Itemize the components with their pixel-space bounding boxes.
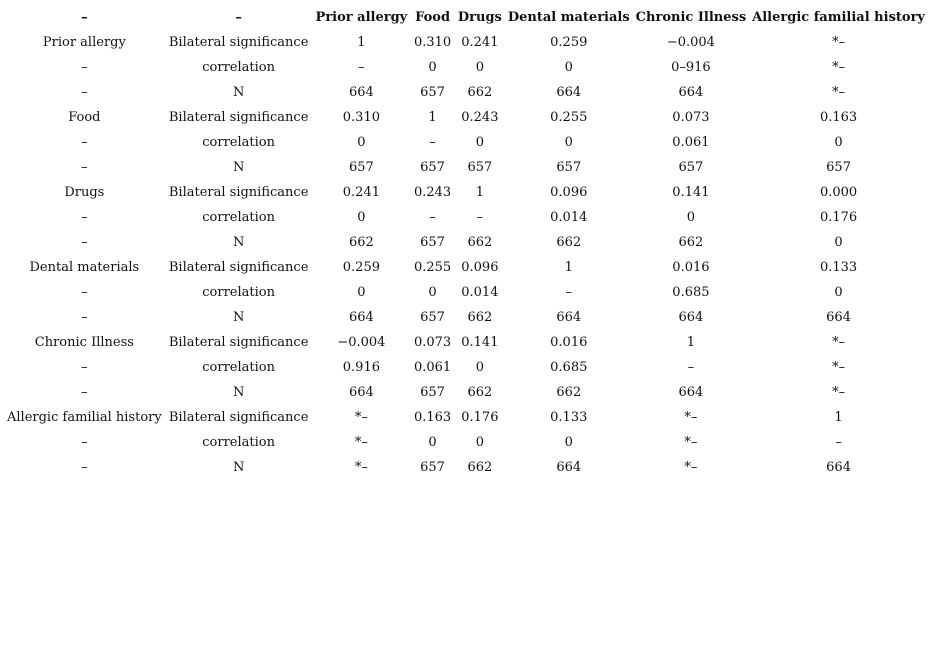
- row-statistic-cell: Bilateral significance: [168, 110, 309, 125]
- table-cell: 0: [834, 135, 843, 150]
- table-cell: 0.310: [342, 110, 380, 125]
- table-cell: 0.176: [461, 410, 499, 425]
- table-cell: 0.255: [413, 260, 452, 275]
- table-cell: 664: [348, 385, 374, 400]
- row-statistic-cell: correlation: [202, 60, 275, 75]
- header-row: [4, 5, 928, 30]
- table-cell: 0.255: [550, 110, 588, 125]
- row-variable-cell: –: [81, 235, 88, 250]
- row-variable-cell: –: [81, 310, 88, 325]
- table-row: [4, 405, 928, 430]
- table-cell: 0.133: [550, 410, 588, 425]
- row-statistic-cell: Bilateral significance: [168, 410, 309, 425]
- table-cell: 0: [475, 435, 484, 450]
- table-cell: 0–916: [671, 60, 711, 75]
- column-header: Prior allergy: [315, 10, 408, 25]
- table-cell: 0.000: [819, 185, 858, 200]
- row-statistic-cell: correlation: [202, 360, 275, 375]
- table-cell: *–: [832, 60, 846, 75]
- row-statistic-cell: Bilateral significance: [168, 260, 309, 275]
- table-cell: –: [476, 210, 484, 225]
- table-cell: 0: [564, 60, 573, 75]
- column-header: Food: [415, 10, 451, 25]
- table-row: [4, 430, 928, 455]
- table-cell: 662: [556, 385, 582, 400]
- column-header: Dental materials: [507, 10, 630, 25]
- table-row: [4, 55, 928, 80]
- column-header: Drugs: [457, 10, 502, 25]
- table-cell: 0: [834, 285, 843, 300]
- table-cell: 0.061: [672, 135, 710, 150]
- row-variable-cell: Chronic Illness: [34, 335, 134, 350]
- table-cell: 664: [348, 310, 374, 325]
- table-cell: 664: [556, 460, 582, 475]
- table-cell: 0.259: [550, 35, 588, 50]
- table-cell: 0.073: [413, 335, 452, 350]
- table-cell: 0.685: [550, 360, 588, 375]
- table-cell: 0.241: [461, 35, 499, 50]
- row-variable-cell: –: [81, 435, 88, 450]
- row-variable-cell: –: [81, 360, 88, 375]
- row-statistic-cell: Bilateral significance: [168, 35, 309, 50]
- table-cell: 662: [467, 85, 493, 100]
- table-row: [4, 230, 928, 255]
- table-cell: 0: [475, 360, 484, 375]
- table-cell: 664: [678, 385, 704, 400]
- row-variable-cell: Dental materials: [29, 260, 140, 275]
- table-row: [4, 155, 928, 180]
- row-statistic-cell: N: [232, 235, 245, 250]
- table-cell: 657: [678, 160, 704, 175]
- table-cell: –: [429, 135, 436, 150]
- column-header: Allergic familial history: [752, 10, 925, 25]
- row-variable-cell: –: [81, 385, 88, 400]
- table-cell: 0.243: [413, 185, 452, 200]
- table-cell: 662: [467, 460, 493, 475]
- table-cell: 662: [556, 235, 582, 250]
- column-header: –: [81, 10, 88, 25]
- table-cell: 657: [420, 385, 445, 400]
- table-row: [4, 305, 928, 330]
- table-row: [4, 255, 928, 280]
- row-statistic-cell: Bilateral significance: [168, 335, 309, 350]
- row-statistic-cell: N: [232, 85, 245, 100]
- row-variable-cell: Drugs: [64, 185, 105, 200]
- row-variable-cell: Prior allergy: [42, 35, 126, 50]
- column-header: –: [235, 10, 242, 25]
- table-cell: 1: [428, 110, 437, 125]
- row-variable-cell: –: [81, 460, 88, 475]
- table-cell: 0.241: [342, 185, 380, 200]
- table-body: [4, 30, 928, 480]
- table-cell: 664: [678, 85, 704, 100]
- table-cell: *–: [684, 460, 698, 475]
- row-variable-cell: –: [81, 160, 88, 175]
- table-cell: 0: [686, 210, 696, 225]
- table-cell: 0.014: [461, 285, 499, 300]
- table-row: [4, 355, 928, 380]
- table-cell: *–: [684, 410, 698, 425]
- table-cell: –: [687, 360, 695, 375]
- table-cell: 0.141: [672, 185, 710, 200]
- table-cell: 0: [428, 60, 437, 75]
- table-cell: 1: [475, 185, 484, 200]
- table-cell: 0: [428, 285, 437, 300]
- table-cell: 657: [420, 235, 445, 250]
- row-variable-cell: –: [81, 210, 88, 225]
- table-cell: *–: [832, 335, 846, 350]
- row-variable-cell: –: [81, 60, 88, 75]
- table-row: [4, 130, 928, 155]
- table-cell: 0.016: [672, 260, 710, 275]
- table-cell: 0.096: [550, 185, 588, 200]
- table-cell: *–: [832, 85, 846, 100]
- row-statistic-cell: Bilateral significance: [168, 185, 309, 200]
- table-cell: 1: [564, 260, 573, 275]
- table-cell: 657: [467, 160, 493, 175]
- table-cell: 0.141: [461, 335, 499, 350]
- table-cell: 0.259: [342, 260, 380, 275]
- table-cell: 657: [348, 160, 374, 175]
- table-row: [4, 280, 928, 305]
- table-row: [4, 30, 928, 55]
- table-cell: 662: [467, 310, 493, 325]
- table-cell: 662: [678, 235, 704, 250]
- table-cell: *–: [832, 35, 846, 50]
- row-statistic-cell: correlation: [202, 285, 275, 300]
- row-statistic-cell: N: [232, 310, 245, 325]
- table-cell: 664: [826, 310, 851, 325]
- table-cell: 0: [428, 435, 437, 450]
- table-cell: 657: [556, 160, 582, 175]
- table-cell: 0.176: [819, 210, 858, 225]
- table-cell: –: [835, 435, 842, 450]
- table-cell: 0.133: [819, 260, 858, 275]
- row-variable-cell: –: [81, 285, 88, 300]
- table-cell: –: [565, 285, 573, 300]
- table-row: [4, 455, 928, 480]
- row-statistic-cell: N: [232, 385, 245, 400]
- table-cell: 0: [475, 135, 484, 150]
- row-statistic-cell: correlation: [202, 135, 275, 150]
- table-row: [4, 80, 928, 105]
- table-cell: 0.163: [413, 410, 452, 425]
- table-cell: 664: [678, 310, 704, 325]
- table-cell: *–: [354, 460, 368, 475]
- table-cell: 0.096: [461, 260, 499, 275]
- table-cell: 1: [686, 335, 696, 350]
- table-cell: 664: [556, 85, 582, 100]
- table-cell: 657: [826, 160, 851, 175]
- table-cell: 0: [564, 135, 573, 150]
- table-cell: –: [358, 60, 365, 75]
- table-cell: 0: [357, 135, 366, 150]
- table-cell: *–: [832, 385, 846, 400]
- table-cell: *–: [684, 435, 698, 450]
- table-cell: 0: [564, 435, 573, 450]
- column-header: Chronic Illness: [635, 10, 747, 25]
- table-cell: 0.163: [819, 110, 858, 125]
- table-cell: 0.061: [413, 360, 452, 375]
- table-cell: *–: [354, 435, 368, 450]
- table-row: [4, 380, 928, 405]
- correlation-table: [4, 5, 928, 480]
- row-variable-cell: Food: [68, 110, 101, 125]
- table-cell: −0.004: [666, 35, 715, 50]
- row-variable-cell: –: [81, 85, 88, 100]
- table-cell: 0.916: [342, 360, 380, 375]
- table-cell: 0: [357, 210, 366, 225]
- row-statistic-cell: N: [232, 160, 245, 175]
- table-cell: 662: [467, 385, 493, 400]
- table-cell: 0: [475, 60, 484, 75]
- table-cell: 657: [420, 160, 445, 175]
- table-cell: 0.310: [413, 35, 452, 50]
- table-cell: 0.073: [672, 110, 710, 125]
- table-cell: 0.685: [672, 285, 710, 300]
- table-row: [4, 105, 928, 130]
- table-cell: 664: [826, 460, 851, 475]
- table-row: [4, 180, 928, 205]
- table-cell: −0.004: [337, 335, 386, 350]
- row-statistic-cell: correlation: [202, 435, 275, 450]
- table-cell: 0: [357, 285, 366, 300]
- table-cell: *–: [354, 410, 368, 425]
- table-cell: –: [429, 210, 436, 225]
- table-row: [4, 330, 928, 355]
- row-variable-cell: –: [81, 135, 88, 150]
- table-row: [4, 205, 928, 230]
- table-cell: 0.016: [550, 335, 588, 350]
- table-cell: 1: [834, 410, 843, 425]
- table-cell: 662: [348, 235, 374, 250]
- table-cell: 0: [834, 235, 843, 250]
- row-statistic-cell: correlation: [202, 210, 275, 225]
- table-cell: 657: [420, 85, 445, 100]
- table-cell: 0.243: [461, 110, 499, 125]
- table-cell: 664: [348, 85, 374, 100]
- table-cell: 664: [556, 310, 582, 325]
- table-cell: 657: [420, 310, 445, 325]
- table-cell: 657: [420, 460, 445, 475]
- row-statistic-cell: N: [232, 460, 245, 475]
- table-cell: 0.014: [550, 210, 588, 225]
- table-cell: *–: [832, 360, 846, 375]
- table-cell: 662: [467, 235, 493, 250]
- table-header: [4, 5, 928, 30]
- row-variable-cell: Allergic familial history: [7, 410, 162, 425]
- table-cell: 1: [357, 35, 366, 50]
